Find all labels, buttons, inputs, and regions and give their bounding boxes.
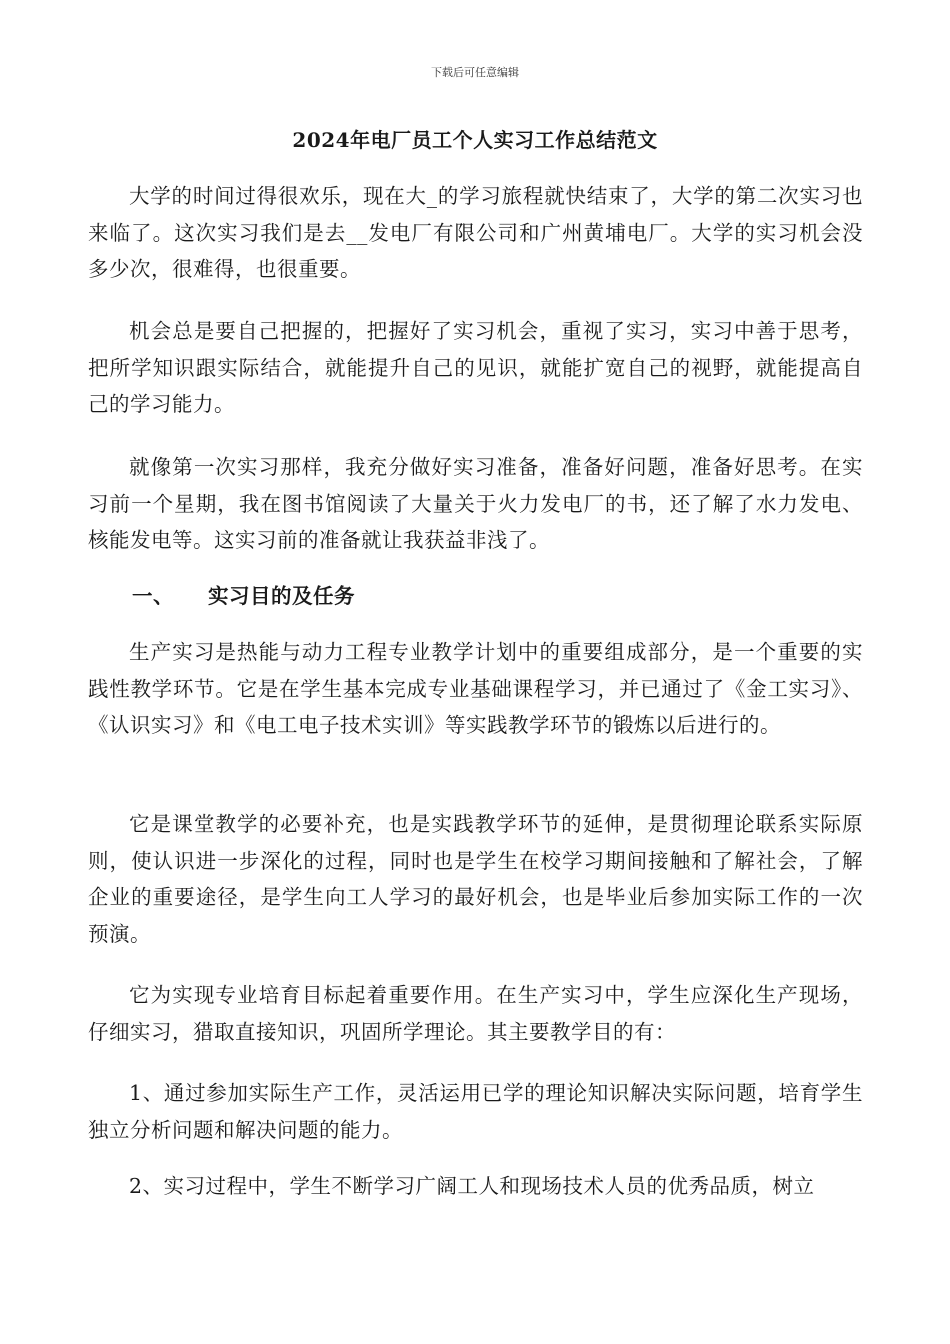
- section-heading: [132, 578, 832, 615]
- paragraph-opportunity: 机会总是要自己把握的，把握好了实习机会，重视了实习，实习中善于思考，把所学知识跟实际结合，就能提升自己的见识，就能扩宽自己的视野，就能提高自己的学习能力。: [88, 319, 863, 416]
- list-item-objective-1: 1、通过参加实际生产工作，灵活运用已学的理论知识解决实际问题，培育学生独立分析问题和解决问题的能力。: [88, 1081, 863, 1142]
- paragraph-production-internship: 生产实习是热能与动力工程专业教学计划中的重要组成部分，是一个重要的实践性教学环节。它是在学生基本完成专业基础课程学习，并已通过了《金工实习》、《认识实习》和《电工电子技术实训》等实践教学环节的锻炼以后进行的。: [88, 640, 863, 737]
- paragraph-supplement: 它是课堂教学的必要补充，也是实践教学环节的延伸，是贯彻理论联系实际原则，使认识进一步深化的过程，同时也是学生在校学习期间接触和了解社会，了解企业的重要途径，是学生向工人学习的最好机会，也是毕业后参加实际工作的一次预演。: [88, 812, 863, 946]
- paragraph-intro: 大学的时间过得很欢乐，现在大_的学习旅程就快结束了，大学的第二次实习也来临了。这次实习我们是去__发电厂有限公司和广州黄埔电厂。大学的实习机会没多少次，很难得，也很重要。: [88, 184, 863, 281]
- paragraph-objectives-intro: 它为实现专业培育目标起着重要作用。在生产实习中，学生应深化生产现场，仔细实习，猎取直接知识，巩固所学理论。其主要教学目的有：: [88, 983, 863, 1044]
- document-title: 2024年电厂员工个人实习工作总结范文: [292, 128, 658, 152]
- paragraph-preparation: 就像第一次实习那样，我充分做好实习准备，准备好问题，准备好思考。在实习前一个星期，我在图书馆阅读了大量关于火力发电厂的书，还了解了水力发电、核能发电等。这实习前的准备就让我获益非浅了。: [88, 455, 863, 552]
- page-header: 下载后可任意编辑: [431, 66, 519, 79]
- section-title: 实习目的及任务: [208, 584, 355, 608]
- section-number: 一、: [132, 584, 174, 608]
- list-item-objective-2: 2、实习过程中，学生不断学习广阔工人和现场技术人员的优秀品质，树立: [129, 1174, 815, 1198]
